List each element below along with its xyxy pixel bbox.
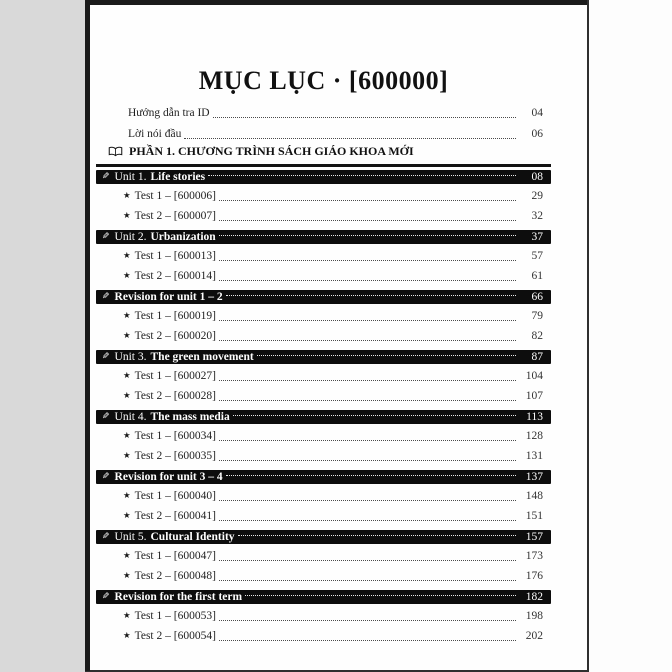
- dot-leader: [238, 535, 516, 536]
- page-number: 66: [531, 290, 543, 303]
- unit-number-label: Unit 5.: [114, 530, 147, 543]
- toc-unit-bar: [96, 230, 551, 244]
- page-number: 198: [525, 609, 543, 622]
- left-margin-strip: [0, 0, 85, 672]
- intro-label: Lời nói đầu: [128, 128, 182, 140]
- star-icon: ★: [123, 570, 131, 581]
- toc-section: [96, 230, 551, 290]
- toc-section: [96, 530, 551, 590]
- dot-leader: [219, 235, 516, 236]
- dot-leader: [219, 460, 516, 461]
- dot-leader: [219, 580, 516, 581]
- test-label: Test 2 – [600054]: [134, 629, 216, 642]
- test-label: Test 2 – [600007]: [134, 209, 216, 222]
- star-icon: ★: [123, 190, 131, 201]
- dot-leader: [184, 138, 516, 139]
- pen-icon: ✎: [102, 531, 110, 542]
- star-icon: ★: [123, 630, 131, 641]
- toc-test-row: [96, 504, 551, 524]
- unit-title-label: The mass media: [150, 410, 230, 423]
- dot-leader: [245, 595, 516, 596]
- open-book-icon: [108, 146, 123, 157]
- test-label: Test 2 – [600041]: [134, 509, 216, 522]
- page-number: 182: [525, 590, 543, 603]
- part-heading-label: PHẦN 1. CHƯƠNG TRÌNH SÁCH GIÁO KHOA MỚI: [129, 144, 414, 158]
- toc-section: [96, 590, 551, 650]
- test-label: Test 1 – [600027]: [134, 369, 216, 382]
- dot-leader: [219, 620, 516, 621]
- unit-title-label: Revision for unit 3 – 4: [114, 470, 223, 483]
- page-number: 128: [525, 429, 543, 442]
- page-number: 08: [531, 170, 543, 183]
- dot-leader: [219, 320, 516, 321]
- star-icon: ★: [123, 510, 131, 521]
- toc-test-row: [96, 204, 551, 224]
- page-number: 131: [525, 449, 543, 462]
- dot-leader: [226, 475, 516, 476]
- toc-unit-bar: [96, 290, 551, 304]
- toc-test-row: [96, 444, 551, 464]
- unit-title-label: Cultural Identity: [150, 530, 235, 543]
- page-number: 57: [531, 249, 543, 262]
- dot-leader: [226, 295, 516, 296]
- dot-leader: [219, 340, 516, 341]
- page-number: 29: [531, 189, 543, 202]
- unit-title-label: Life stories: [150, 170, 206, 183]
- test-label: Test 1 – [600006]: [134, 189, 216, 202]
- toc-section: [96, 350, 551, 410]
- section-divider-rule: [96, 164, 551, 167]
- page-number: 113: [526, 410, 543, 423]
- toc-sections: [96, 170, 551, 650]
- page-left-edge: [85, 0, 90, 671]
- unit-number-label: Unit 4.: [114, 410, 147, 423]
- star-icon: ★: [123, 270, 131, 281]
- dot-leader: [208, 175, 516, 176]
- star-icon: ★: [123, 310, 131, 321]
- test-label: Test 2 – [600048]: [134, 569, 216, 582]
- toc-intro-row: [96, 121, 551, 142]
- page-number: 06: [531, 128, 543, 140]
- dot-leader: [219, 520, 516, 521]
- page-number: 176: [525, 569, 543, 582]
- star-icon: ★: [123, 490, 131, 501]
- page-number: 79: [531, 309, 543, 322]
- star-icon: ★: [123, 210, 131, 221]
- dot-leader: [219, 380, 516, 381]
- toc-unit-bar: [96, 170, 551, 184]
- toc-test-row: [96, 244, 551, 264]
- toc-intro-row: [96, 100, 551, 121]
- pen-icon: ✎: [102, 291, 110, 302]
- toc-unit-bar: [96, 350, 551, 364]
- toc-section: [96, 470, 551, 530]
- unit-title-label: The green movement: [150, 350, 254, 363]
- page-number: 157: [525, 530, 543, 543]
- toc-test-row: [96, 184, 551, 204]
- toc-section: [96, 170, 551, 230]
- star-icon: ★: [123, 610, 131, 621]
- dot-leader: [219, 220, 516, 221]
- unit-title-label: Revision for the first term: [114, 590, 243, 603]
- test-label: Test 1 – [600047]: [134, 549, 216, 562]
- page-number: 148: [525, 489, 543, 502]
- test-label: Test 2 – [600035]: [134, 449, 216, 462]
- dot-leader: [219, 640, 516, 641]
- toc-test-row: [96, 264, 551, 284]
- toc-test-row: [96, 424, 551, 444]
- toc-test-row: [96, 564, 551, 584]
- unit-number-label: Unit 1.: [114, 170, 147, 183]
- toc-section: [96, 410, 551, 470]
- star-icon: ★: [123, 390, 131, 401]
- page-number: 104: [525, 369, 543, 382]
- toc-page: [90, 5, 587, 670]
- page-number: 107: [525, 389, 543, 402]
- toc-unit-bar: [96, 410, 551, 424]
- test-label: Test 1 – [600034]: [134, 429, 216, 442]
- toc-test-row: [96, 364, 551, 384]
- toc-test-row: [96, 384, 551, 404]
- toc-test-row: [96, 304, 551, 324]
- unit-title-label: Revision for unit 1 – 2: [114, 290, 223, 303]
- toc-unit-bar: [96, 590, 551, 604]
- dot-leader: [257, 355, 516, 356]
- star-icon: ★: [123, 550, 131, 561]
- dot-leader: [219, 260, 516, 261]
- pen-icon: ✎: [102, 351, 110, 362]
- dot-leader: [219, 200, 516, 201]
- toc-unit-bar: [96, 470, 551, 484]
- unit-number-label: Unit 2.: [114, 230, 147, 243]
- page-number: 04: [531, 107, 543, 119]
- toc-content: [96, 100, 551, 650]
- test-label: Test 1 – [600040]: [134, 489, 216, 502]
- pen-icon: ✎: [102, 411, 110, 422]
- toc-test-row: [96, 324, 551, 344]
- unit-title-label: Urbanization: [150, 230, 216, 243]
- dot-leader: [219, 440, 516, 441]
- pen-icon: ✎: [102, 471, 110, 482]
- intro-label: Hướng dẫn tra ID: [128, 107, 210, 119]
- star-icon: ★: [123, 430, 131, 441]
- toc-test-row: [96, 544, 551, 564]
- toc-test-row: [96, 624, 551, 644]
- star-icon: ★: [123, 450, 131, 461]
- page-number: 32: [531, 209, 543, 222]
- page-number: 151: [525, 509, 543, 522]
- pen-icon: ✎: [102, 171, 110, 182]
- toc-test-row: [96, 604, 551, 624]
- page-number: 173: [525, 549, 543, 562]
- page-title: MỤC LỤC · [600000]: [198, 66, 449, 95]
- test-label: Test 1 – [600053]: [134, 609, 216, 622]
- page-number: 202: [525, 629, 543, 642]
- page-number: 82: [531, 329, 543, 342]
- star-icon: ★: [123, 370, 131, 381]
- test-label: Test 2 – [600020]: [134, 329, 216, 342]
- test-label: Test 1 – [600019]: [134, 309, 216, 322]
- test-label: Test 2 – [600014]: [134, 269, 216, 282]
- pen-icon: ✎: [102, 591, 110, 602]
- toc-unit-bar: [96, 530, 551, 544]
- test-label: Test 1 – [600013]: [134, 249, 216, 262]
- toc-section: [96, 290, 551, 350]
- page-number: 137: [525, 470, 543, 483]
- unit-number-label: Unit 3.: [114, 350, 147, 363]
- toc-test-row: [96, 484, 551, 504]
- star-icon: ★: [123, 330, 131, 341]
- dot-leader: [213, 117, 516, 118]
- pen-icon: ✎: [102, 231, 110, 242]
- dot-leader: [219, 280, 516, 281]
- dot-leader: [233, 415, 516, 416]
- dot-leader: [219, 400, 516, 401]
- page-number: 61: [531, 269, 543, 282]
- page-right-edge: [587, 0, 589, 672]
- dot-leader: [219, 500, 516, 501]
- part-heading: [96, 143, 551, 160]
- page-number: 87: [531, 350, 543, 363]
- page-number: 37: [531, 230, 543, 243]
- test-label: Test 2 – [600028]: [134, 389, 216, 402]
- star-icon: ★: [123, 250, 131, 261]
- dot-leader: [219, 560, 516, 561]
